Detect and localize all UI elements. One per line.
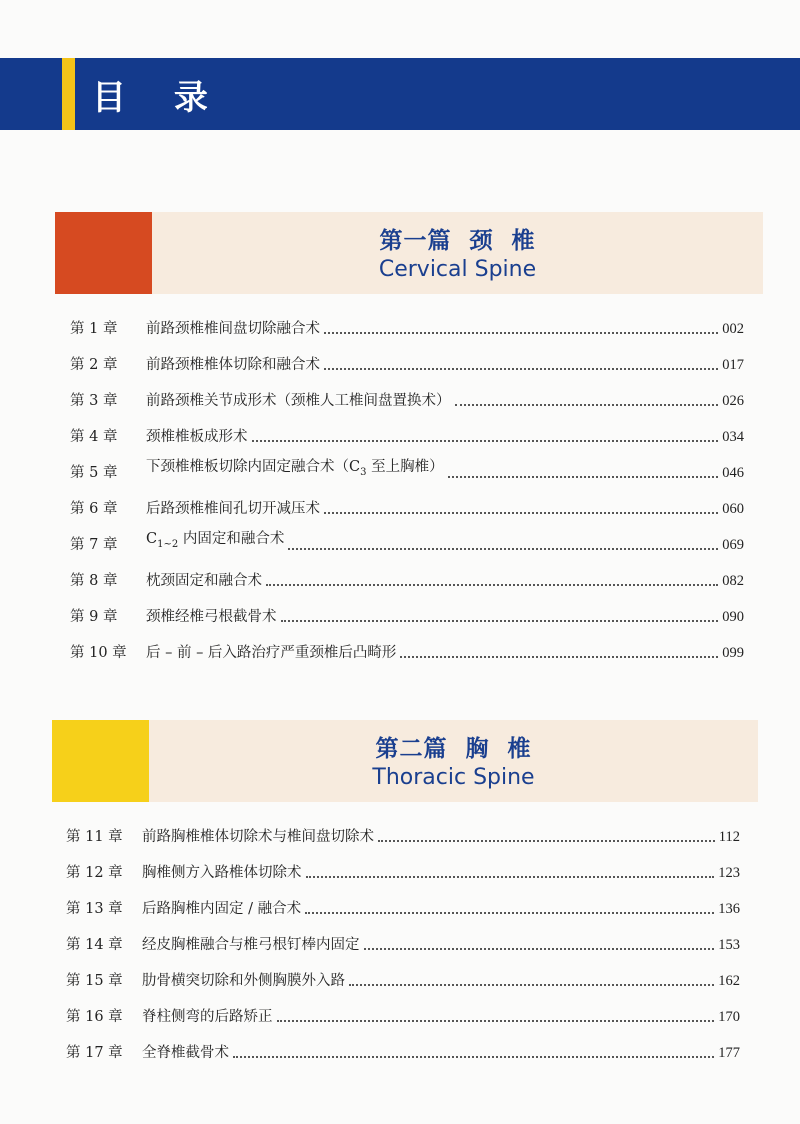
toc-entry[interactable] — [62, 482, 744, 518]
dot-leader — [324, 511, 718, 514]
chapter-title: 肋骨横突切除和外侧胸膜外入路 — [142, 973, 345, 989]
chapter-number: 第 7 章 — [70, 537, 118, 553]
toc-entry[interactable] — [58, 1026, 740, 1062]
chapter-title: 前路颈椎椎体切除和融合术 — [146, 357, 320, 373]
part-title-zh: 第一篇 颈 椎 — [379, 228, 536, 254]
chapter-number: 第 6 章 — [70, 501, 118, 517]
page-number: 069 — [722, 537, 744, 553]
toc-entry[interactable] — [62, 626, 744, 662]
chapter-title-part: 下颈椎椎板切除内固定融合术（C — [146, 459, 361, 476]
dot-leader — [306, 875, 715, 878]
chapter-title: 后路胸椎内固定 / 融合术 — [142, 901, 302, 917]
chapter-title: 颈椎经椎弓根截骨术 — [146, 609, 277, 625]
chapter-title — [146, 458, 444, 482]
toc-entry[interactable] — [62, 446, 744, 482]
chapter-title — [146, 530, 284, 554]
dot-leader — [252, 439, 719, 442]
chapter-title: 脊柱侧弯的后路矫正 — [142, 1009, 273, 1025]
dot-leader — [364, 947, 715, 950]
part-color-block — [52, 720, 149, 802]
toc-entry[interactable] — [62, 338, 744, 374]
header-accent-stripe — [62, 58, 75, 130]
dot-leader — [266, 583, 718, 586]
toc-entry[interactable] — [58, 954, 740, 990]
page-number: 046 — [722, 465, 744, 481]
chapter-number: 第 16 章 — [66, 1009, 123, 1025]
toc-entry[interactable] — [62, 518, 744, 554]
page-number: 060 — [722, 501, 744, 517]
part-banner-cervical — [55, 212, 763, 294]
subscript: 3 — [360, 467, 367, 478]
chapter-number: 第 10 章 — [70, 645, 127, 661]
page-number: 123 — [718, 865, 740, 881]
page-title: 目 录 — [92, 78, 226, 118]
dot-leader — [455, 403, 719, 406]
toc-entry[interactable] — [58, 810, 740, 846]
page-number: 034 — [722, 429, 744, 445]
toc-list-cervical — [62, 302, 744, 662]
dot-leader — [378, 839, 715, 842]
toc-entry[interactable] — [62, 590, 744, 626]
dot-leader — [281, 619, 719, 622]
page-number: 002 — [722, 321, 744, 337]
toc-entry[interactable] — [58, 918, 740, 954]
chapter-title: 前路颈椎椎间盘切除融合术 — [146, 321, 320, 337]
page-number: 170 — [718, 1009, 740, 1025]
chapter-number: 第 5 章 — [70, 465, 118, 481]
chapter-number: 第 9 章 — [70, 609, 118, 625]
dot-leader — [349, 983, 714, 986]
page-number: 082 — [722, 573, 744, 589]
chapter-number: 第 11 章 — [66, 829, 123, 845]
dot-leader — [277, 1019, 715, 1022]
chapter-number: 第 14 章 — [66, 937, 123, 953]
chapter-number: 第 12 章 — [66, 865, 123, 881]
chapter-title: 后路颈椎椎间孔切开减压术 — [146, 501, 320, 517]
dot-leader — [233, 1055, 714, 1058]
dot-leader — [324, 367, 718, 370]
part-color-block — [55, 212, 152, 294]
part-title-en: Thoracic Spine — [372, 765, 535, 790]
chapter-number: 第 4 章 — [70, 429, 118, 445]
chapter-title-part: 内固定和融合术 — [178, 531, 285, 548]
chapter-number: 第 15 章 — [66, 973, 123, 989]
part-title-en: Cervical Spine — [378, 257, 537, 282]
chapter-title-part: C — [146, 531, 158, 548]
chapter-title: 前路胸椎椎体切除术与椎间盘切除术 — [142, 829, 374, 845]
toc-list-thoracic — [58, 810, 740, 1062]
subscript: 1~2 — [157, 539, 179, 550]
dot-leader — [324, 331, 718, 334]
page-number: 153 — [718, 937, 740, 953]
chapter-title: 经皮胸椎融合与椎弓根钉棒内固定 — [142, 937, 360, 953]
toc-entry[interactable] — [62, 410, 744, 446]
chapter-number: 第 1 章 — [70, 321, 118, 337]
toc-entry[interactable] — [58, 990, 740, 1026]
part-banner-thoracic — [52, 720, 758, 802]
chapter-number: 第 17 章 — [66, 1045, 123, 1061]
page-number: 162 — [718, 973, 740, 989]
toc-entry[interactable] — [58, 882, 740, 918]
chapter-title: 后 – 前 – 后入路治疗严重颈椎后凸畸形 — [146, 645, 397, 661]
chapter-title: 胸椎侧方入路椎体切除术 — [142, 865, 302, 881]
page-number: 112 — [718, 829, 740, 845]
chapter-number: 第 8 章 — [70, 573, 118, 589]
page-number: 026 — [722, 393, 744, 409]
toc-entry[interactable] — [58, 846, 740, 882]
page-number: 090 — [722, 609, 744, 625]
dot-leader — [448, 475, 719, 478]
chapter-title: 全脊椎截骨术 — [142, 1045, 229, 1061]
page-number: 177 — [718, 1045, 740, 1061]
chapter-title: 颈椎椎板成形术 — [146, 429, 248, 445]
page-number: 136 — [718, 901, 740, 917]
chapter-number: 第 3 章 — [70, 393, 118, 409]
dot-leader — [288, 547, 718, 550]
part-title-zh: 第二篇 胸 椎 — [375, 736, 532, 762]
toc-entry[interactable] — [62, 374, 744, 410]
page-number: 017 — [722, 357, 744, 373]
chapter-title: 前路颈椎关节成形术（颈椎人工椎间盘置换术） — [146, 393, 451, 409]
chapter-title-part: 至上胸椎） — [366, 459, 444, 476]
dot-leader — [400, 655, 718, 658]
toc-entry[interactable] — [62, 554, 744, 590]
chapter-title: 枕颈固定和融合术 — [146, 573, 262, 589]
dot-leader — [305, 911, 714, 914]
chapter-number: 第 2 章 — [70, 357, 118, 373]
page-number: 099 — [722, 645, 744, 661]
toc-entry[interactable] — [62, 302, 744, 338]
chapter-number: 第 13 章 — [66, 901, 123, 917]
